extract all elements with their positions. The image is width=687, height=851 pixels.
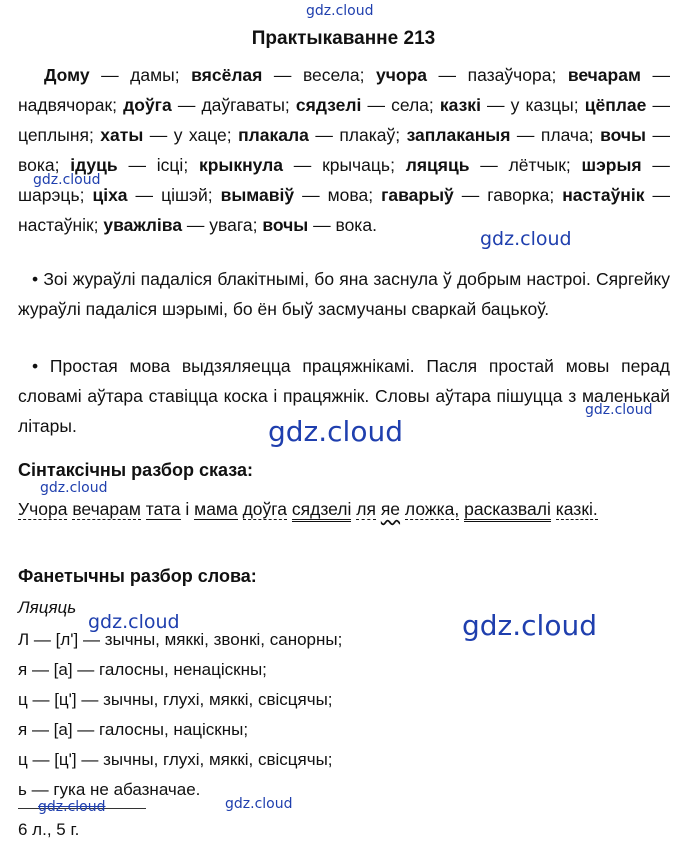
related-word: цеплыня [18, 125, 89, 145]
word: настаўнік [562, 185, 645, 205]
phonetic-line: ц — [ц'] — зычны, глухі, мяккі, свісцячы; [18, 750, 333, 769]
word: гаварыў [381, 185, 454, 205]
word: ціха [92, 185, 128, 205]
watermark: gdz.cloud [585, 402, 653, 418]
sentence-word: расказвалі [464, 499, 551, 522]
sentence-word: і [185, 499, 190, 519]
watermark: gdz.cloud [88, 611, 180, 633]
word: ляцяць [405, 155, 470, 175]
word: сядзелі [295, 95, 362, 115]
letter: ц [18, 750, 28, 769]
related-word: плача [540, 125, 589, 145]
watermark: gdz.cloud [480, 228, 572, 250]
watermark: gdz.cloud [225, 796, 293, 812]
sentence-word: яе [380, 499, 401, 519]
sentence-word: казкі. [555, 499, 598, 519]
note-direct-speech: • Простая мова выдзяляецца працяжнікамі. Пасля простай мовы перад словамі аўтара ставіцца коска і працяжнік. Словы аўтара пішуцца з маленькай літары. [18, 356, 670, 436]
note-colors: • Зоі жураўлі падаліся блакітнымі, бо яна заснула ў добрым настроі. Сяргейку жураўлі падаліся шэрымі, бо ён быў засмучаны сваркай бацькоў. [18, 269, 670, 319]
sentence-word: доўга [242, 499, 287, 519]
sound-description: зычны, мяккі, звонкі, санорны; [104, 630, 343, 649]
word: доўга [123, 95, 172, 115]
related-word: цішэй [161, 185, 208, 205]
word: заплаканыя [406, 125, 511, 145]
watermark: gdz.cloud [38, 799, 106, 815]
sound: [ц'] [54, 750, 77, 769]
related-word: дамы [130, 65, 175, 85]
syntax-heading: Сінтаксічны разбор сказа: [18, 460, 253, 480]
related-word: у хаце [173, 125, 227, 145]
word: цёплае [584, 95, 647, 115]
related-word: надвячорак [18, 95, 113, 115]
word: шэрыя [581, 155, 642, 175]
sentence-word: Учора [18, 499, 68, 519]
letter-sound-count: 6 л., 5 г. [18, 820, 80, 839]
sound: [ц'] [54, 690, 77, 709]
word: вочы [262, 215, 309, 235]
phonetic-line: ь — гука не абазначае. [18, 780, 201, 799]
related-word: весела [302, 65, 360, 85]
related-word: даўгаваты [201, 95, 285, 115]
sound: [л'] [55, 630, 79, 649]
sentence-word: тата [145, 499, 181, 519]
word: вочы [600, 125, 646, 145]
phonetic-heading: Фанетычны разбор слова: [18, 566, 257, 586]
word: вечарам [567, 65, 641, 85]
related-word: гаворка [487, 185, 550, 205]
watermark: gdz.cloud [268, 415, 403, 448]
watermark: gdz.cloud [33, 172, 101, 188]
related-word: мова [327, 185, 369, 205]
watermark: gdz.cloud [306, 3, 374, 19]
word: хаты [100, 125, 144, 145]
related-word: села [391, 95, 429, 115]
word: казкі [439, 95, 481, 115]
related-word: вока [335, 215, 373, 235]
phonetic-word: Ляцяць [18, 598, 77, 617]
related-word: вока [18, 155, 55, 175]
related-word: ісці [156, 155, 184, 175]
sound-description: галосны, націскны; [99, 720, 249, 739]
related-word: у казцы [510, 95, 574, 115]
phonetic-line: Л — [л'] — зычны, мяккі, звонкі, санорны; [18, 630, 343, 649]
sound-description: гука не абазначае. [53, 780, 201, 799]
sound: [а] [53, 660, 73, 679]
related-word: шарэць [18, 185, 80, 205]
sound: [а] [53, 720, 73, 739]
phonetic-line: ц — [ц'] — зычны, глухі, мяккі, свісцячы; [18, 690, 333, 709]
related-word: пазаўчора [467, 65, 552, 85]
word: вымавіў [220, 185, 295, 205]
watermark: gdz.cloud [40, 480, 108, 496]
word: ідуць [70, 155, 118, 175]
letter: ь [18, 780, 27, 799]
word-pairs-paragraph: Дому — дамы; вясёлая — весела; учора — пазаўчора; вечарам — надвячорак; доўга — даўгаваты; сядзелі — села; казкі — у казцы; цёплае — цеплыня; хаты — у хаце; плакала — плакаў; заплаканыя — плача; вочы — вока; ідуць — ісці; крыкнула — крычаць; ляцяць — лётчык; шэрыя — шарэць; ціха — цішэй; вымавіў — мова; гаварыў — гаворка; настаўнік — настаўнік; уважліва — увага; вочы — вока. [18, 65, 671, 235]
letter: я [18, 720, 28, 739]
sound-description: зычны, глухі, мяккі, свісцячы; [103, 690, 333, 709]
word: Дому [44, 65, 90, 85]
letter: ц [18, 690, 28, 709]
parsed-sentence [18, 494, 670, 524]
related-word: плакаў [339, 125, 396, 145]
word: вясёлая [191, 65, 263, 85]
related-word: увага [209, 215, 253, 235]
word: плакала [238, 125, 309, 145]
sentence-word: ля [356, 499, 376, 519]
watermark: gdz.cloud [462, 609, 597, 642]
sentence-word: сядзелі [292, 499, 352, 522]
related-word: настаўнік [18, 215, 94, 235]
phonetic-line: я — [а] — галосны, ненаціскны; [18, 660, 267, 679]
letter: я [18, 660, 28, 679]
sentence-word: мама [194, 499, 238, 519]
sentence-word: ложка, [404, 499, 460, 519]
sound-description: зычны, глухі, мяккі, свісцячы; [103, 750, 333, 769]
related-word: лётчык [508, 155, 566, 175]
letter: Л [18, 630, 30, 649]
related-word: крычаць [322, 155, 391, 175]
sound-description: галосны, ненаціскны; [99, 660, 267, 679]
exercise-title: Практыкаванне 213 [251, 28, 436, 49]
word: учора [376, 65, 428, 85]
word: крыкнула [198, 155, 284, 175]
word: уважліва [103, 215, 183, 235]
phonetic-line: я — [а] — галосны, націскны; [18, 720, 249, 739]
sentence-word: вечарам [72, 499, 141, 519]
